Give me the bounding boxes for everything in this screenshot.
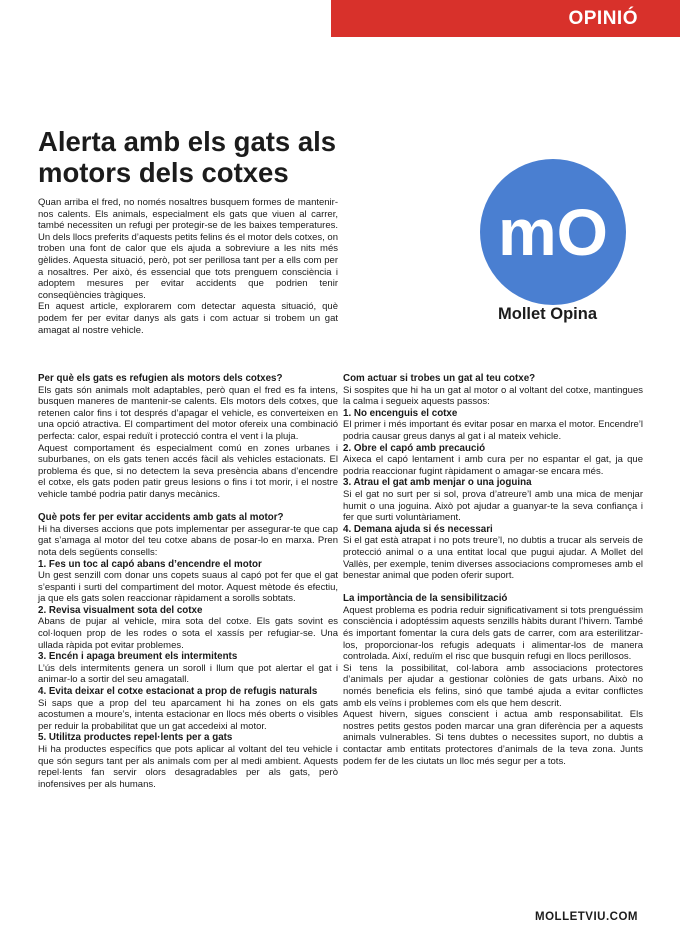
mo-logo-icon xyxy=(480,159,626,305)
paragraph: Si el gat no surt per si sol, prova d’atreure’l amb una mica de menjar humit o una joguina. Això pot ajudar a guanyar-te la seva confiança i fer que surti voluntàriament. xyxy=(343,488,643,524)
section-heading: Com actuar si trobes un gat al teu cotxe? xyxy=(343,373,536,384)
paragraph: Si tens la possibilitat, col·labora amb associacions protectores d’animals per ajudar a gestionar colònies de gats urbans. Això no només beneficia els felins, sinó que també ajuda a evitar conflictes amb els veïns i problemes com els que hem descrit. xyxy=(343,662,643,709)
article-title: Alerta amb els gats als motors dels cotxes xyxy=(38,126,337,188)
mollet-opina-logo xyxy=(480,159,626,305)
tip-heading: 5. Utilitza productes repel·lents per a gats xyxy=(38,732,233,744)
section-heading: La importància de la sensibilització xyxy=(343,593,508,605)
paragraph: Hi ha diverses accions que pots implementar per assegurar-te que cap gat s’amaga al motor del teu cotxe abans de posar-lo en marxa. Pren nota dels següents consells: xyxy=(38,523,338,558)
site-url: MOLLETVIU.COM xyxy=(535,911,638,923)
paragraph: El primer i més important és evitar posar en marxa el motor. Encendre’l podria causar greus danys al gat i al mateix vehicle. xyxy=(343,419,643,442)
intro-paragraph: Quan arriba el fred, no només nosaltres busquem formes de mantenir-nos calents. Els animals, especialment els gats que viuen al carrer, també necessiten un refugi per protegir-se de les baixes temperatures. Un dels llocs preferits d’aquests petits felins és el motor dels cotxes, on troben una font de calor que els ajuda a sobreviure a les nits més gèlides. Aquesta situació, però, pot ser perillosa tant per a ells com per a nosaltres. Per això, és essencial que tots prenguem consciència i adoptem mesures per evitar accidents que podrien tenir conseqüències tràgiques. xyxy=(38,197,338,301)
step-heading: 4. Demana ajuda si és necessari xyxy=(343,523,493,535)
paragraph: Hi ha productes específics que pots aplicar al voltant del teu vehicle i que són segurs tant per als animals com per al medi ambient. Aquests repel·lents fan servir olors desagradables per als gats, però inofensives per als humans. xyxy=(38,744,338,790)
step-heading: 3. Atrau el gat amb menjar o una joguina xyxy=(343,477,532,489)
paragraph: Aquest hivern, sigues conscient i actua amb responsabilitat. Els nostres petits gestos poden marcar una gran diferència per a aquests animals vulnerables. Si tens dubtes o necessites suport, no dubtis a contactar amb entitats protectores d’animals de la teva zona. Junts podem fer de les ciutats un lloc més segur per a tots. xyxy=(343,709,643,767)
tip-heading: 1. Fes un toc al capó abans d’encendre el motor xyxy=(38,558,262,570)
paragraph: Aquest comportament és especialment comú en zones urbanes i suburbanes, on els gats tenen accés fàcil als vehicles estacionats. El problema és que, si no detectem la seva presència abans d’encendre el cotxe, els gats poden patir greus lesions o fins i tot morir, i el nostre vehicle també podria patir danys mecànics. xyxy=(38,442,338,500)
paragraph: L’ús dels intermitents genera un soroll i llum que pot alertar el gat i animar-lo a sortir del seu amagatall. xyxy=(38,662,338,686)
paragraph: Si el gat està atrapat i no pots treure’l, no dubtis a trucar als serveis de protecció animal o a una entitat local que pugui ajudar. A Mollet del Vallès, per exemple, tenim diverses associacions compromeses amb el benestar animal que poden oferir suport. xyxy=(343,535,643,582)
author-name: Mollet Opina xyxy=(498,305,597,323)
section-heading: Per què els gats es refugien als motors dels cotxes? xyxy=(38,373,283,384)
logo-text: mO xyxy=(497,195,609,269)
tip-heading: 2. Revisa visualment sota del cotxe xyxy=(38,604,203,616)
paragraph: Si saps que a prop del teu aparcament hi ha zones on els gats acostumen a moure’s, intenta estacionar en llocs més oberts o visibles per reduir la probabilitat que un gat accedeixi al motor. xyxy=(38,697,338,732)
intro-paragraph: En aquest article, explorarem com detectar aquesta situació, què podem fer per evitar danys als gats i com actuar si trobem un gat amagat al nostre vehicle. xyxy=(38,301,338,336)
article-intro xyxy=(38,197,338,336)
tip-heading: 4. Evita deixar el cotxe estacionat a prop de refugis naturals xyxy=(38,686,318,698)
paragraph: Abans de pujar al vehicle, mira sota del cotxe. Els gats sovint es col·loquen prop de les rodes o sota el xassís per refugiar-se. Una ullada ràpida pot evitar problemes. xyxy=(38,616,338,651)
section-heading: Què pots fer per evitar accidents amb gats al motor? xyxy=(38,512,284,524)
paragraph: Aquest problema es podria reduir significativament si tots prenguéssim consciència i adoptéssim aquests senzills hàbits durant l’hivern. També és important fomentar la cura dels gats de carrer, com ara esterilitzar-los, proporcionar-los refugis adequats i alimentar-los de manera controlada. Així, reduïm el risc que busquin refugi en llocs perillosos. xyxy=(343,604,643,663)
step-heading: 1. No encenguis el cotxe xyxy=(343,407,458,419)
paragraph: Els gats són animals molt adaptables, però quan el fred es fa intens, busquen maneres de mantenir-se calents. Els motors dels cotxes, que retenen calor fins i tot després d’apagar el vehicle, es converteixen en una opció atractiva. El compartiment del motor ofereix una combinació perfecta: calor, espai reduït i protecció contra el vent i la pluja. xyxy=(38,384,338,442)
section-label: OPINIÓ xyxy=(568,8,638,29)
paragraph: Si sospites que hi ha un gat al motor o al voltant del cotxe, mantingues la calma i segueix aquests passos: xyxy=(343,384,643,408)
paragraph: Un gest senzill com donar uns copets suaus al capó pot fer que el gat s’espanti i surti del compartiment del motor. Aquest mètode és efectiu, ja que els gats solen reaccionar ràpidament a sorolls sobtats. xyxy=(38,570,338,605)
column-right xyxy=(343,373,643,767)
tip-heading: 3. Encén i apaga breument els intermitents xyxy=(38,651,238,663)
paragraph: Aixeca el capó lentament i amb cura per no espantar el gat, ja que podria reaccionar fugint ràpidament o amagar-se encara més. xyxy=(343,454,643,477)
step-heading: 2. Obre el capó amb precaució xyxy=(343,442,486,454)
section-tab xyxy=(331,0,680,37)
column-left xyxy=(38,373,338,790)
